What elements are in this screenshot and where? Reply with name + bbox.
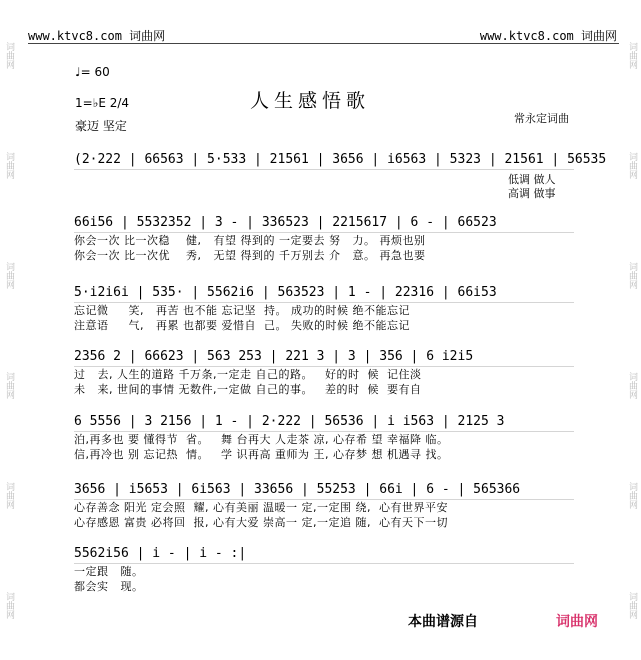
watermark-text: 词曲网: [627, 261, 637, 289]
watermark-text: 词曲网: [4, 371, 14, 399]
score-row: [74, 544, 574, 594]
lyric-line: 注意语 气, 再累 也都要 爱惜自 己。 失败的时候 绝不能忘记: [74, 319, 410, 332]
lyric-line: 你会一次 比一次稳 健, 有望 得到的 一定要去 努 力。 再烦也别: [74, 234, 426, 247]
notation-line: 5562i56 | i - | i - :|: [74, 544, 574, 564]
site-header-right[interactable]: www.ktvc8.com 词曲网: [479, 29, 617, 43]
notation-line: 66i56 | 5532352 | 3 - | 336523 | 2215617 | 6 - | 66523: [74, 213, 574, 233]
watermark-text: 词曲网: [627, 41, 637, 69]
song-author: 常永定词曲: [514, 112, 569, 125]
lyric-line: 都会实 现。: [74, 580, 144, 593]
style-mark: 豪迈 坚定: [75, 119, 127, 133]
watermark-text: 词曲网: [4, 481, 14, 509]
notation-line: 5·i2i6i | 535· | 5562i6 | 563523 | 1 - | 22316 | 66i53: [74, 283, 574, 303]
lyric-line: 未 来, 世间的事情 无数件,一定做 自己的事。 差的时 候 要有自: [74, 383, 422, 396]
footer-site-link[interactable]: 词曲网: [556, 614, 598, 630]
divider: [28, 43, 619, 44]
lyric-line: 一定跟 随。: [74, 565, 144, 578]
watermark-text: 词曲网: [627, 481, 637, 509]
notation-line: 3656 | i5653 | 6i563 | 33656 | 55253 | 66i | 6 - | 565366: [74, 480, 574, 500]
score-row: [74, 150, 607, 170]
side-label: 高调 做事: [508, 187, 556, 200]
score-row: [74, 347, 574, 397]
score-row: [74, 412, 574, 462]
song-title: 人生感悟歌: [250, 90, 371, 112]
watermark-text: 词曲网: [627, 591, 637, 619]
lyric-line: 信,再冷也 别 忘记热 情。 学 识再高 重师为 王, 心存梦 想 机遇寻 找。: [74, 448, 449, 461]
lyric-line: 心存善念 阳光 定会照 耀, 心有美丽 温暖一 定,一定围 绕, 心有世界平安: [74, 501, 448, 514]
lyric-line: 心存感恩 富贵 必将回 报, 心有大爱 崇高一 定,一定追 随, 心有天下一切: [74, 516, 448, 529]
notation-line: 6 5556 | 3 2156 | 1 - | 2·222 | 56536 | i i563 | 2125 3: [74, 412, 574, 432]
watermark-right: [625, 0, 639, 660]
key-signature: 1=♭E 2/4: [75, 96, 130, 110]
side-label: 低调 做人: [508, 173, 556, 186]
score-row: [74, 480, 574, 530]
lyric-line: 你会一次 比一次优 秀, 无望 得到的 千万别去 介 意。 再急也要: [74, 249, 426, 262]
tempo-mark: ♩= 60: [75, 65, 110, 79]
site-header-left[interactable]: www.ktvc8.com 词曲网: [28, 29, 166, 43]
watermark-left: [2, 0, 16, 660]
watermark-text: 词曲网: [4, 41, 14, 69]
watermark-text: 词曲网: [4, 151, 14, 179]
watermark-text: 词曲网: [627, 371, 637, 399]
score-row: [74, 213, 574, 263]
footer-source-text: 本曲谱源自: [408, 614, 478, 630]
notation-line: 2356 2 | 66623 | 563 253 | 221 3 | 3 | 356 | 6 i2i5: [74, 347, 574, 367]
watermark-text: 词曲网: [627, 151, 637, 179]
watermark-text: 词曲网: [4, 261, 14, 289]
score-row: [74, 283, 574, 333]
watermark-text: 词曲网: [4, 591, 14, 619]
lyric-line: 泊,再多也 要 懂得节 省。 舞 台再大 人走茶 凉, 心存希 望 幸福降 临。: [74, 433, 449, 446]
lyric-line: 忘记微 笑, 再苦 也不能 忘记坚 持。 成功的时候 绝不能忘记: [74, 304, 410, 317]
lyric-line: 过 去, 人生的道路 千万条,一定走 自己的路。 好的时 候 记住淡: [74, 368, 422, 381]
notation-line: (2·222 | 66563 | 5·533 | 21561 | 3656 | i6563 | 5323 | 21561 | 56535: [74, 150, 574, 170]
